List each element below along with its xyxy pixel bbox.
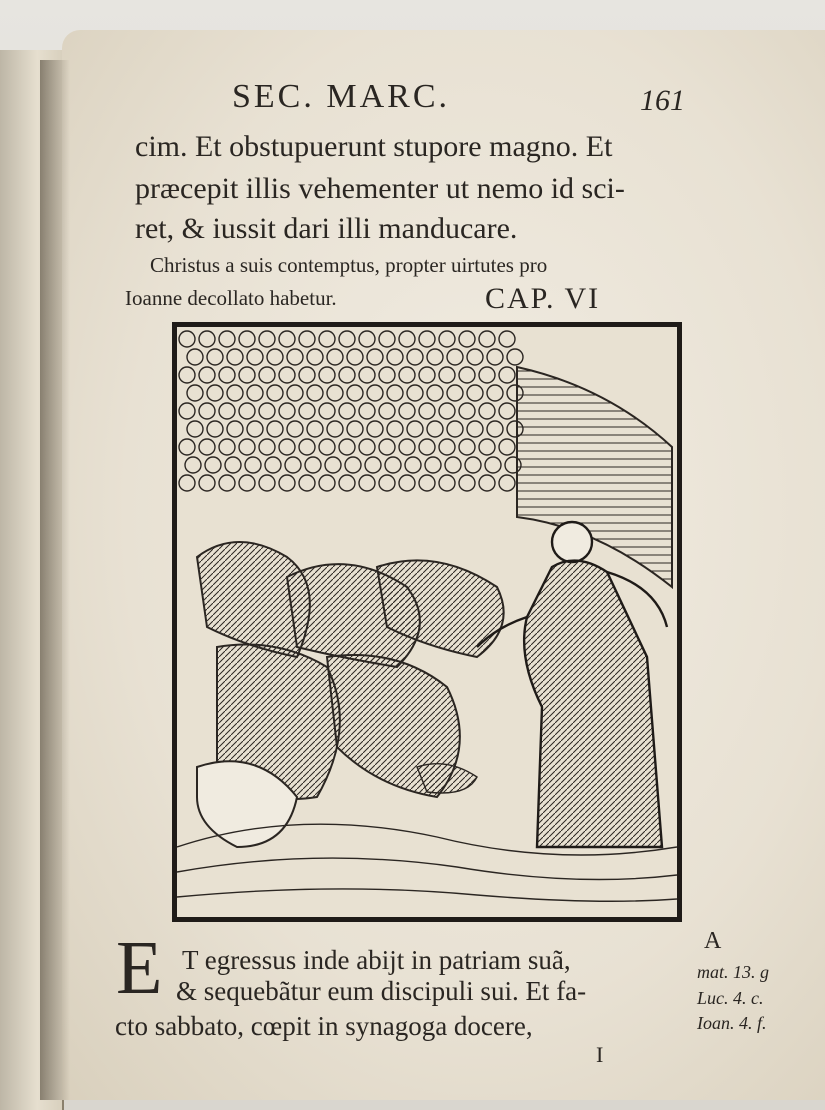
margin-letter: A (704, 928, 722, 954)
chapter-summary-line-1: Christus a suis contemptus, propter uirtutes pro (150, 253, 548, 277)
margin-reference: mat. 13. g (697, 962, 769, 982)
spine-shadow (40, 60, 70, 1100)
passage-line-1: T egressus inde abijt in patriam suã, (182, 945, 571, 975)
signature-mark: I (596, 1042, 604, 1067)
running-head: SEC. MARC. (232, 78, 450, 115)
margin-reference: Ioan. 4. f. (697, 1013, 767, 1033)
text-line-3: ret, & iussit dari illi manducare. (135, 212, 518, 245)
woodcut-illustration (172, 322, 682, 922)
woodcut-image (177, 327, 677, 917)
chapter-label: CAP. VI (485, 282, 601, 315)
drop-cap: E (116, 926, 163, 1010)
text-line-1: cim. Et obstupuerunt stupore magno. Et (135, 130, 613, 163)
page-number: 161 (640, 84, 685, 117)
passage-line-3: cto sabbato, cœpit in synagoga docere, (115, 1011, 533, 1041)
margin-reference: Luc. 4. c. (697, 988, 764, 1008)
chapter-summary-line-2: Ioanne decollato habetur. (125, 286, 337, 310)
text-line-2: præcepit illis vehementer ut nemo id sci- (135, 172, 625, 205)
passage-line-2: & sequebãtur eum discipuli sui. Et fa- (176, 976, 587, 1006)
